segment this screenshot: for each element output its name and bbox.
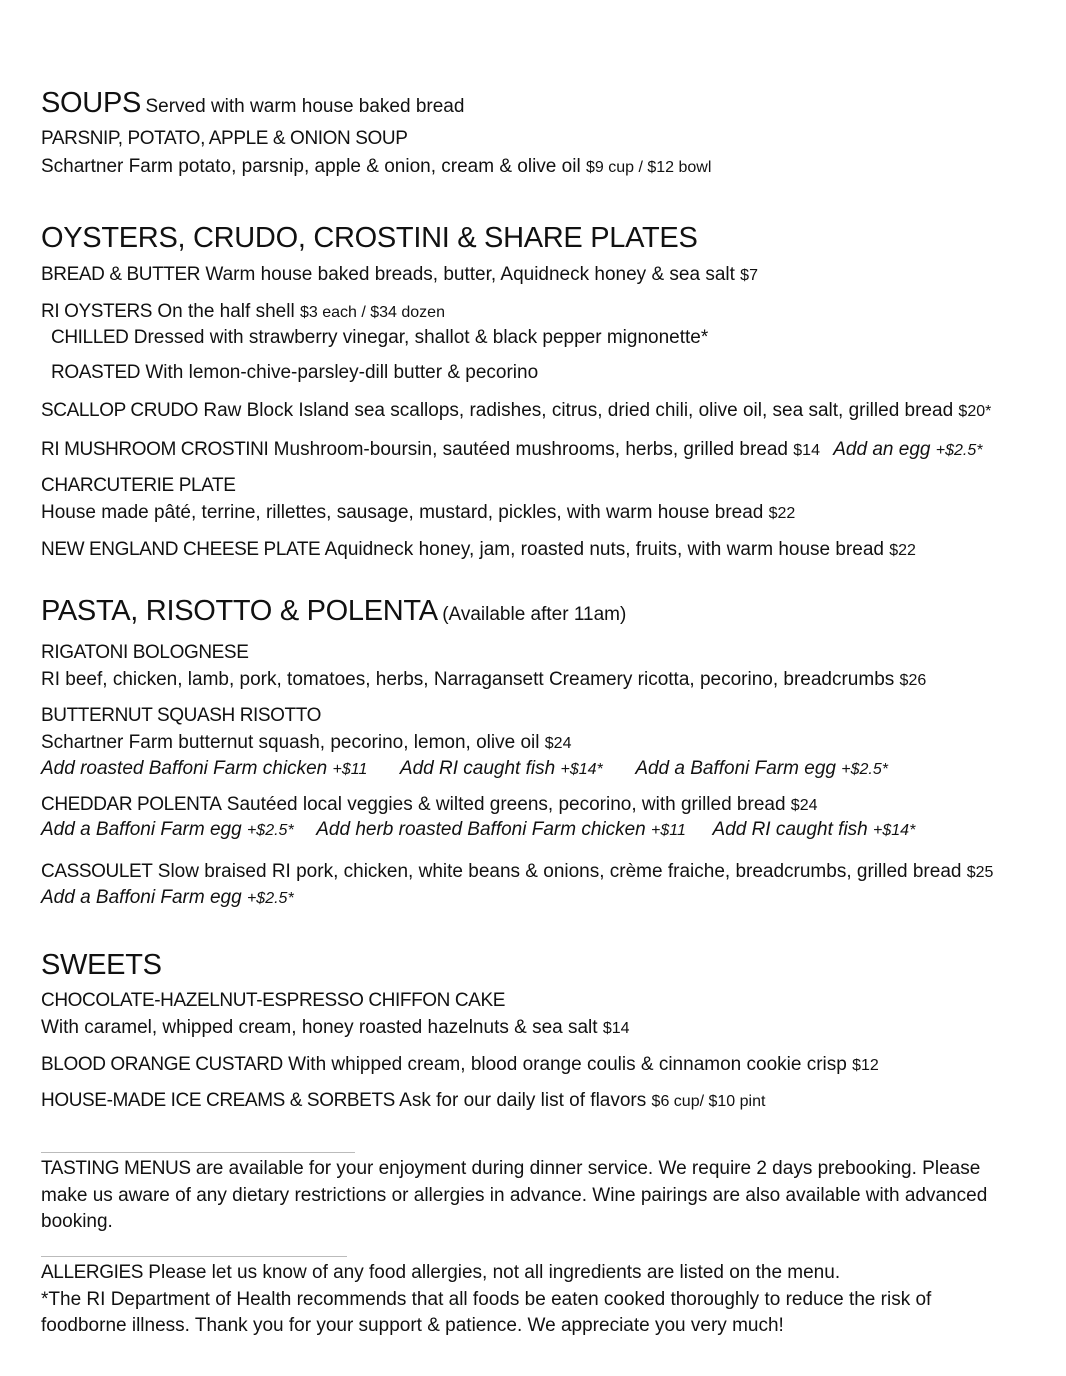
addon-label: Add a Baffoni Farm egg [41, 887, 242, 908]
roasted-name: ROASTED [51, 362, 141, 383]
oysters-name: RI OYSTERS [41, 301, 153, 322]
cassoulet-price: $25 [966, 864, 994, 881]
cassoulet-name: CASSOULET [41, 861, 153, 882]
roasted-desc: With lemon-chive-parsley-dill butter & pecorino [145, 362, 539, 383]
chilled-name: CHILLED [51, 327, 129, 348]
divider [41, 1152, 355, 1153]
addon-price: +$2.5* [246, 890, 294, 907]
addon-label: Add herb roasted Baffoni Farm chicken [316, 819, 646, 840]
mushroom-addon [833, 439, 982, 460]
cassoulet-addon [41, 887, 294, 909]
soups-subtitle: Served with warm house baked bread [145, 96, 465, 117]
addon-price: +$2.5* [246, 822, 294, 839]
polenta-name: CHEDDAR POLENTA [41, 794, 222, 815]
soups-title: SOUPS [41, 87, 142, 119]
risotto-addon-egg [635, 758, 888, 779]
soup-item-price: $9 cup / $12 bowl [585, 159, 712, 176]
rigatoni-desc: RI beef, chicken, lamb, pork, tomatoes, herbs, Narragansett Creamery ricotta, pecorino, breadcrumbs [41, 669, 895, 690]
soup-item-desc: Schartner Farm potato, parsnip, apple & onion, cream & olive oil [41, 156, 581, 177]
allergies-note [41, 1260, 1001, 1340]
charcuterie-price: $22 [768, 505, 796, 522]
allergies-heading: ALLERGIES [41, 1262, 144, 1283]
tasting-heading: TASTING MENUS [41, 1158, 191, 1179]
icecream-desc: Ask for our daily list of flavors [399, 1090, 647, 1111]
cake-desc: With caramel, whipped cream, honey roasted hazelnuts & sea salt [41, 1017, 598, 1038]
soups-section-header [41, 86, 464, 120]
addon-price: +$14* [873, 822, 916, 839]
sweets-title: SWEETS [41, 949, 162, 981]
tasting-menus-note [41, 1156, 1001, 1236]
allergies-text: Please let us know of any food allergies, not all ingredients are listed on the menu. [148, 1262, 841, 1283]
menu-item-scallop [41, 399, 991, 424]
divider [41, 1256, 347, 1257]
addon-price: +$14* [560, 761, 603, 778]
health-text: *The RI Department of Health recommends that all foods be eaten cooked thoroughly to reduce the risk of foodborne illness. Thank you for your support & patience. We appreciate you very much! [41, 1288, 932, 1336]
cassoulet-desc: Slow braised RI pork, chicken, white beans & onions, crème fraiche, breadcrumbs, grilled bread [157, 861, 962, 882]
mushroom-desc: Mushroom-boursin, sautéed mushrooms, herbs, grilled bread [273, 439, 788, 460]
addon-price: +$11 [332, 761, 368, 778]
bread-name: BREAD & BUTTER [41, 264, 201, 285]
polenta-addon-chicken [316, 819, 686, 840]
risotto-desc: Schartner Farm butternut squash, pecorino, lemon, olive oil [41, 732, 540, 753]
cheese-name: NEW ENGLAND CHEESE PLATE [41, 539, 321, 560]
rigatoni-price: $26 [899, 672, 927, 689]
risotto-price: $24 [544, 735, 572, 752]
menu-item-rigatoni [41, 668, 926, 693]
polenta-price: $24 [790, 797, 818, 814]
icecream-name: HOUSE-MADE ICE CREAMS & SORBETS [41, 1090, 395, 1111]
menu-item-custard [41, 1053, 879, 1078]
menu-item-cassoulet [41, 860, 993, 885]
custard-name: BLOOD ORANGE CUSTARD [41, 1054, 283, 1075]
risotto-addons [41, 758, 888, 780]
chilled-desc: Dressed with strawberry vinegar, shallot & black pepper mignonette* [133, 327, 709, 348]
custard-price: $12 [852, 1057, 879, 1074]
pasta-section-header [41, 594, 626, 628]
rigatoni-name: RIGATONI BOLOGNESE [41, 642, 249, 663]
cake-price: $14 [602, 1020, 630, 1037]
oysters-desc: On the half shell [157, 301, 295, 322]
polenta-desc: Sautéed local veggies & wilted greens, pecorino, with grilled bread [226, 794, 786, 815]
risotto-addon-chicken [41, 758, 367, 779]
mushroom-addon-price: +$2.5* [935, 442, 983, 459]
menu-item-cake [41, 1016, 630, 1041]
cheese-desc: Aquidneck honey, jam, roasted nuts, fruits, with warm house bread [324, 539, 884, 560]
risotto-addon-fish [400, 758, 603, 779]
menu-item-chilled [51, 326, 708, 350]
addon-label: Add RI caught fish [399, 758, 556, 779]
scallop-name: SCALLOP CRUDO [41, 400, 199, 421]
mushroom-price: $14 [793, 442, 820, 459]
scallop-price: $20* [958, 403, 992, 420]
oysters-price: $3 each / $34 dozen [299, 304, 445, 321]
menu-item-polenta [41, 793, 818, 818]
charcuterie-desc: House made pâté, terrine, rillettes, sausage, mustard, pickles, with warm house bread [41, 502, 764, 523]
soup-item-line [41, 155, 711, 180]
polenta-addon-fish [712, 819, 915, 840]
menu-item-oysters [41, 300, 445, 325]
soup-item-name: PARSNIP, POTATO, APPLE & ONION SOUP [41, 128, 408, 149]
polenta-addons [41, 819, 915, 841]
menu-item-roasted [51, 361, 538, 385]
mushroom-name: RI MUSHROOM CROSTINI [41, 439, 269, 460]
addon-price: +$11 [651, 822, 686, 839]
cheese-price: $22 [889, 542, 916, 559]
addon-label: Add a Baffoni Farm egg [41, 819, 242, 840]
charcuterie-name: CHARCUTERIE PLATE [41, 475, 236, 496]
cake-name: CHOCOLATE-HAZELNUT-ESPRESSO CHIFFON CAKE [41, 990, 505, 1011]
custard-desc: With whipped cream, blood orange coulis & cinnamon cookie crisp [288, 1054, 847, 1075]
menu-item-cheese [41, 538, 916, 563]
menu-item-bread [41, 263, 758, 288]
menu-item-risotto [41, 731, 571, 756]
icecream-price: $6 cup/ $10 pint [651, 1093, 766, 1110]
scallop-desc: Raw Block Island sea scallops, radishes, citrus, dried chili, olive oil, sea salt, grilled bread [203, 400, 954, 421]
pasta-title: PASTA, RISOTTO & POLENTA [41, 595, 438, 627]
menu-item-mushroom [41, 438, 982, 463]
share-plates-title: OYSTERS, CRUDO, CROSTINI & SHARE PLATES [41, 222, 698, 254]
mushroom-addon-label: Add an egg [833, 439, 931, 460]
pasta-subtitle: (Available after 11am) [442, 604, 627, 625]
bread-price: $7 [740, 267, 758, 284]
addon-price: +$2.5* [841, 761, 888, 778]
polenta-addon-egg [41, 819, 294, 840]
addon-label: Add RI caught fish [712, 819, 868, 840]
addon-label: Add a Baffoni Farm egg [635, 758, 836, 779]
bread-desc: Warm house baked breads, butter, Aquidneck honey & sea salt [205, 264, 735, 285]
menu-item-icecream [41, 1089, 765, 1114]
tasting-text: are available for your enjoyment during dinner service. We require 2 days prebooking. Please make us aware of any dietary restrictions or allergies in advance. Wine pairings are also available with advanced booking. [41, 1158, 988, 1232]
menu-item-charcuterie [41, 501, 795, 526]
addon-label: Add roasted Baffoni Farm chicken [41, 758, 328, 779]
risotto-name: BUTTERNUT SQUASH RISOTTO [41, 705, 322, 726]
